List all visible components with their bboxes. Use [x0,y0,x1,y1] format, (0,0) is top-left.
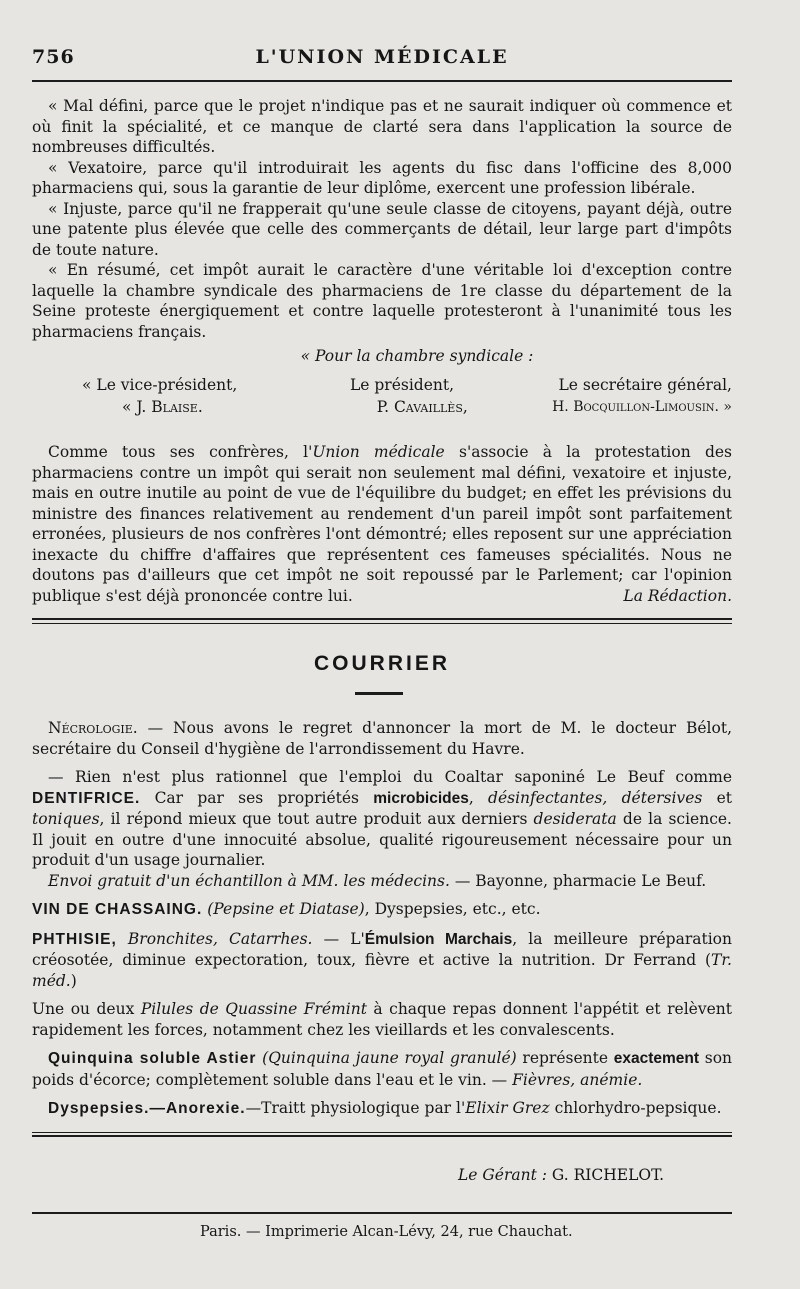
advert-pilules: Une ou deux Pilules de Quassine Frémint à chaque repas donnent l'appétit et relèvent rapidement les forces, notamment chez les vieillards et les convalescents. [32,1000,732,1039]
header-rule [32,80,732,82]
paragraph: « Mal défini, parce que le projet n'indique pas et ne saurait indiquer où commence et où finit la spécialité, et ce manque de clarté sera dans l'application la source de nombreuses difficultés. [32,97,732,156]
section-rule [355,692,403,695]
double-rule [32,623,732,624]
advert-vin: VIN DE CHASSAING. (Pepsine et Diatase), Dyspepsies, etc., etc. [32,900,541,918]
imprint-line: Paris. — Imprimerie Alcan-Lévy, 24, rue Chauchat. [200,1224,573,1240]
advert-envoi: Envoi gratuit d'un échantillon à MM. les médecins. — Bayonne, pharmacie Le Beuf. [48,871,707,890]
paragraph: « Injuste, parce qu'il ne frapperait qu'une seule classe de citoyens, payant déjà, outre une patente plus élevée que celle des commerçants de détail, leur large part d'impôts de toute nature. [32,199,732,259]
sig-title: Le secrétaire général, [558,375,732,394]
signature-titles [32,375,732,396]
footer-rule [32,1132,732,1133]
sig-name: H. Bocquillon-Limousin. » [552,399,732,415]
footer-rule [32,1135,732,1137]
paragraph: « Vexatoire, parce qu'il introduirait les agents du fisc dans l'officine des 8,000 pharmaciens qui, sous la garantie de leur diplôme, exercent une profession libérale. [32,158,732,197]
advert-phthisie: PHTHISIE, Bronchites, Catarrhes. — L'Émulsion Marchais, la meilleure préparation créosotée, diminue expectoration, toux, fièvre et active la nutrition. Dr Ferrand (Tr. méd.) [32,929,732,990]
paragraph: « En résumé, cet impôt aurait le caractère d'une véritable loi d'exception contre laquelle la chambre syndicale des pharmaciens de 1re classe du département de la Seine proteste énergiquement et contre laquelle protesteront à l'unanimité tous les pharmaciens français. [32,261,732,341]
gerant-line: Le Gérant : G. RICHELOT. [458,1166,665,1184]
paragraph: Comme tous ses confrères, l'Union médicale s'associe à la protestation des pharmaciens contre un impôt qui serait non seulement mal défini, vexatoire et injuste, mais en outre inutile au point de vue de l'équilibre du budget; en effet les prévisions du ministre des finances relativement au rendement d'un pareil impôt sont parfaitement erronées, plusieurs de nos confrères l'ont démontré; elles reposent sur une appréciation inexacte du chiffre d'affaires que représentent ces fameuses spécialités. Nous ne doutons pas d'ailleurs que cet impôt ne soit repoussé par le Parlement; car l'opinion publique s'est déjà prononcée contre lui. [32,443,732,605]
obituary: Nécrologie. — Nous avons le regret d'annoncer la mort de M. le docteur Bélot, secrétaire du Conseil d'hygiène de l'arrondissement du Havre. [32,719,732,758]
sig-title: Le président, [349,375,455,394]
editorial-signature: La Rédaction. [623,587,732,605]
advert-dentifrice: — Rien n'est plus rationnel que l'emploi du Coaltar saponiné Le Beuf comme DENTIFRICE. Car par ses propriétés microbicides, désinfectantes, détersives et toniques, il répond mieux que tout autre produit aux derniers desiderata de la science. Il jouit en outre d'une innocuité absolue, qualité rigoureusement nécessaire pour un produit d'un usage journalier. [32,768,732,869]
for-line: « Pour la chambre syndicale : [300,347,534,365]
imprint-rule [32,1212,732,1214]
advert-quinquina: Quinquina soluble Astier (Quinquina jaune royal granulé) représente exactement son poids d'écorce; complètement soluble dans l'eau et le vin. — Fièvres, anémie. [32,1049,733,1089]
sig-title: « Le vice-président, [82,375,238,394]
journal-title: L'UNION MÉDICALE [255,46,509,68]
editorial-comment [32,442,732,607]
double-rule [32,618,732,620]
advert-elixir: Dyspepsies.—Anorexie.—Traitt physiologique par l'Elixir Grez chlorhydro-pepsique. [48,1099,722,1117]
signature-names [32,397,732,418]
sig-name: « J. Blaise. [122,398,203,416]
sig-name: P. Cavaillès, [376,398,468,416]
page-number: 756 [32,46,75,68]
letter-body [32,96,732,418]
section-title: COURRIER [313,652,450,675]
page-header [32,46,732,74]
courrier-body [32,718,732,1120]
